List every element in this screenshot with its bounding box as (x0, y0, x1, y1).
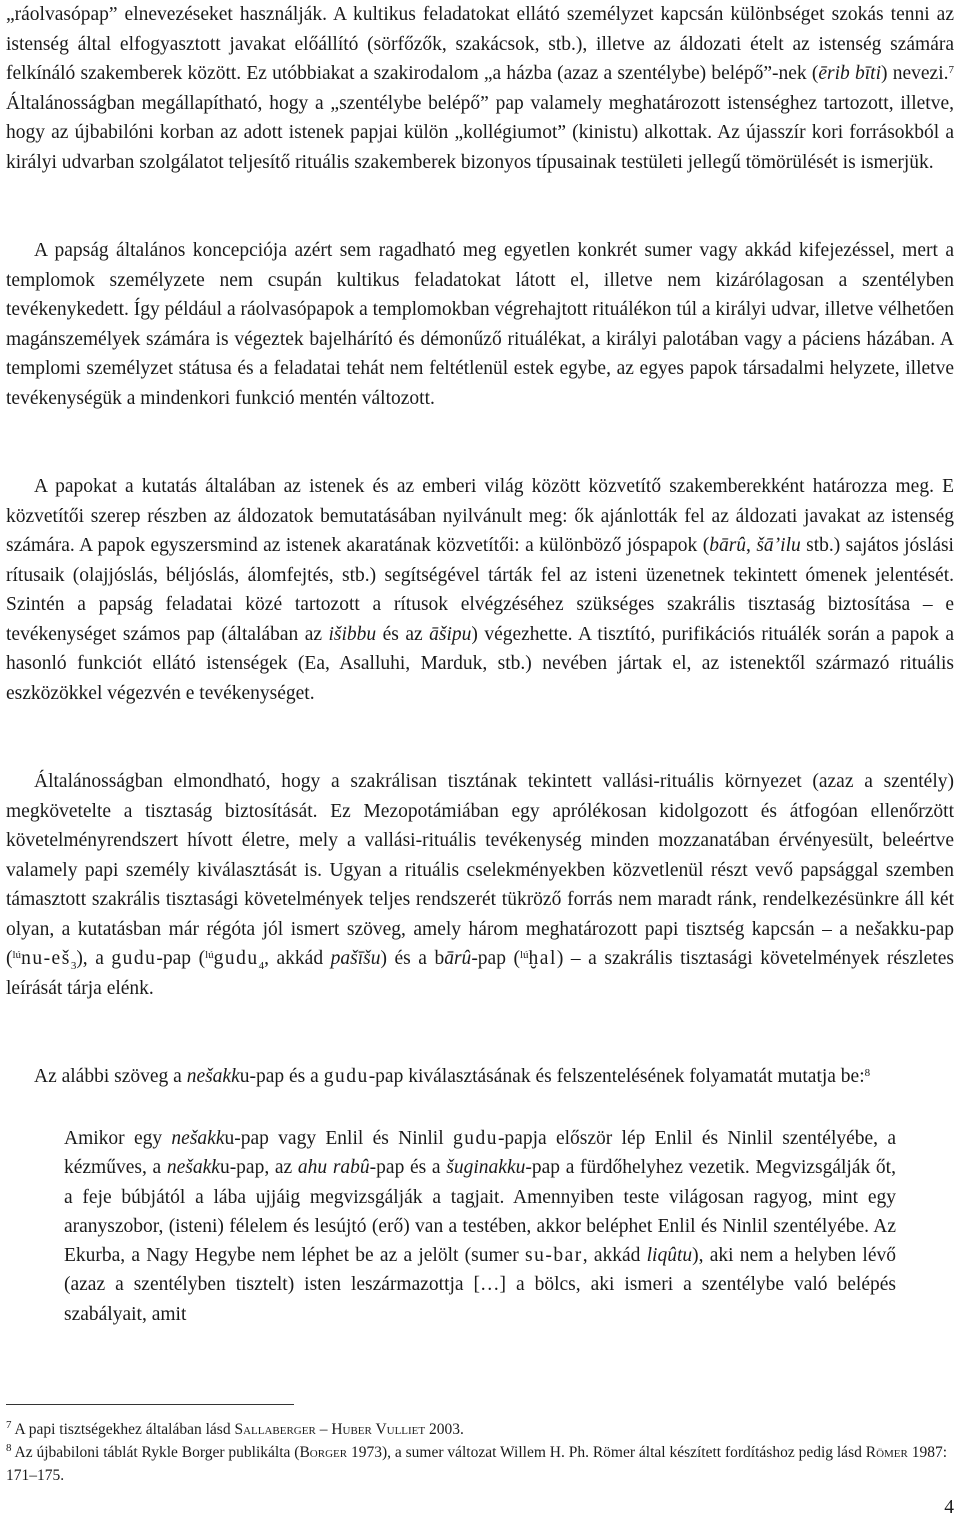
paragraph-2: A papság általános koncepciója azért sem ragadható meg egyetlen konkrét sumer vagy akkád kifejezéssel, mert a templomok személyzete nem csupán kultikus feladatokat látott el, illetve nem kizárólagosan a szentélyben tevékenykedett. Így például a ráolvasópapok a templomokban végrehajtott rituálékon túl a királyi udvar, illetve vélhetően magánszemélyek számára is végeztek bajelhárító és démonűző rituálékat, a királyi palotában vagy a páciens házában. A templomi személyzet státusa és a feladatai tehát nem feltétlenül estek egybe, az egyes papok társadalmi helyzete, illetve tevékenységük a mindenkori funkció mentén változott. (6, 240, 954, 409)
footnote-separator (6, 1404, 294, 1405)
footnote-7: $^7$ A papi tisztségekhez általában lásd Sallaberger – Huber Vulliet 2003. (6, 1419, 464, 1438)
page-number: 4 (944, 1497, 954, 1518)
paragraph-1: „ráolvasópap” elnevezéseket használják. A kultikus feladatokat ellátó személyzet kapcsán különbséget szokás tenni az istenség által elfogyasztott javakat előállító (sörfőzők, szakácsok, stb.), illetve az áldozati ételt az istenség számára felkínáló szakemberek között. Ez utóbbiakat a szakirodalom „a házba (azaz a szentélybe) belépő”-nek (ērib bīti) nevezi.$^7$ Általánosságban megállapítható, hogy a „szentélybe belépő” pap valamely meghatározott istenséghez tartozott, illetve, hogy az újbabilóni korban az adott istenek papjai külön „kollégiumot” (kinistu) alkottak. Az újasszír kori forrásokból a királyi udvarban szolgálatot teljesítő rituális szakemberek bizonyos típusainak testületi jellegű tömörülését is ismerjük. (6, 4, 954, 173)
paragraph-4: Általánosságban elmondható, hogy a szakrálisan tisztának tekintett vallási-rituális környezet (azaz a szentély) megkövetelte a tisztaság biztosítását. Ez Mezopotámiában egy aprólékosan kidolgozott és átfogóan ellenőrzött követelményrendszert hívott életre, mely a vallási-rituális tevékenység minden mozzanatában érvényesült, beleértve valamely papi személy kiválasztását is. Ugyan a rituális cselekményekben közvetlenül részt vevő papsággal szemben támasztott szakrális tisztasági követelmények teljes rendszerét tükröző forrás nem maradt ránk, rendelkezésünkre áll két olyan, a kutatásban már régóta jól ismert szöveg, amely három meghatározott papi tisztség kapcsán – a nešakku-pap $(^{lú}nu-eš_3)$, a gudu-pap ($^{lú}$gudu$_4$, akkád pašīšu) és a bārû-pap ($^{lú}$ḫal) – a szakrális tisztasági követelmények részletes leírását tárja elénk. (6, 771, 954, 999)
paragraph-5: Az alábbi szöveg a nešakku-pap és a gudu-pap kiválasztásának és felszentelésének folyamatát mutatja be:$^8$ (34, 1066, 871, 1087)
block-quote: Amikor egy nešakku-pap vagy Enlil és Ninlil gudu-papja először lép Enlil és Ninlil szentélyébe, a kézműves, a nešakku-pap, az ahu rabû-pap és a šuginakku-pap a fürdőhelyhez vezetik. Megvizsgálják őt, a feje búbjától a lába ujjáig megvizsgálják a tagjait. Amennyiben teste világosan ragyog, mint egy aranyszobor, (isteni) félelem és lesújtó (erő) van a testében, akkor beléphet Enlil és Ninlil szentélyébe. Az Ekurba, a Nagy Hegybe nem léphet be az a jelölt (sumer su-bar, akkád liqûtu), aki nem a helyben lévő (azaz a szentélyben tisztelt) isten leszármazottja […] a bölcs, aki ismeri a szentélybe való belépés szabályait, amit (64, 1128, 897, 1325)
footnote-8: $^8$ Az újbabiloni táblát Rykle Borger publikálta (Borger 1973), a sumer változat Willem H. Ph. Römer által készített fordításhoz pedig lásd Römer 1987: 171–175. (6, 1442, 948, 1484)
footnote-ref-7[interactable]: 7 (948, 64, 954, 76)
paragraph-3: A papokat a kutatás általában az istenek és az emberi világ között közvetítő szakemberekként határozza meg. E közvetítői szerep részben az áldozatok bemutatásában nyilvánult meg: ők ajánlották fel az áldozati javakat az istenség számára. A papok egyszersmind az istenek akaratának közvetítői: a különböző jóspapok (bārû, šāʼilu stb.) sajátos jóslási rítusaik (olajjóslás, béljóslás, álomfejtés, stb.) segítségével tárták fel az isteni üzenetnek tekintett ómenek jelentését. Szintén a papság feladatai közé tartozott a rítusok elvégzéséhez szükséges szakrális tisztaság biztosítása – e tevékenységet számos pap (általában az išibbu és az āšipu) végezhette. A tisztító, purifikációs rituálék során a papok a hasonló funkciót ellátó istenségek (Ea, Asalluhi, Marduk, stb.) nevében jártak el, az istenektől származó rituális eszközökkel végezvén e tevékenységet. (6, 476, 955, 704)
footnote-ref-8[interactable]: 8 (864, 1067, 871, 1079)
